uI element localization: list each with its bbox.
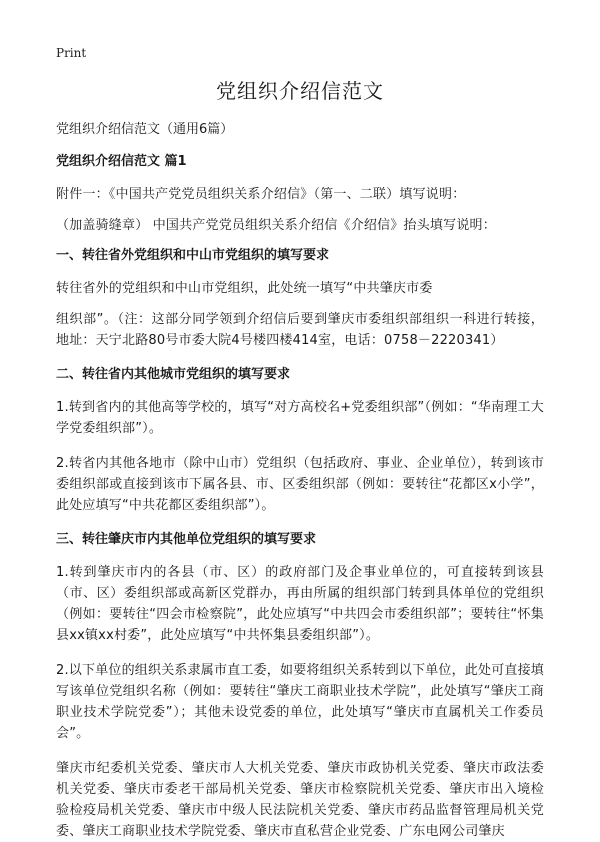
section-2-paragraph-2: 2.转省内其他各地市（除中山市）党组织（包括政府、事业、企业单位），转到该市委组织部或直接到该市下属各县、市、区委组织部（例如：要转往“花都区x小学”，此处应填写“中共花都区委组织部”）。 (56, 456, 544, 513)
section-2-paragraph-1: 1.转到省内的其他高等学校的，填写“对方高校名+党委组织部”（例如：“华南理工大学党委组织部”）。 (56, 400, 544, 436)
document-subtitle: 党组织介绍信范文（通用6篇） (56, 122, 234, 137)
section-2-heading: 二、转往省内其他城市党组织的填写要求 (56, 367, 291, 382)
section-3-paragraph-1: 1.转到肇庆市内的各县（市、区）的政府部门及企事业单位的，可直接转到该县（市、区）委组织部或高新区党群办，再由所属的组织部门转到具体单位的党组织（例如：要转往“四会市检察院”，此处应填写“中共四会市委组织部”；要转往“怀集县xx镇xx村委”，此处应填写“中共怀集县委组织部”）。 (56, 565, 544, 643)
seal-note: （加盖骑缝章） 中国共产党党员组织关系介绍信《介绍信》抬头填写说明： (56, 218, 496, 233)
section-1-heading: 一、转往省外党组织和中山市党组织的填写要求 (56, 248, 330, 263)
section-3-heading: 三、转往肇庆市内其他单位党组织的填写要求 (56, 532, 317, 547)
page-title: 党组织介绍信范文 (216, 79, 384, 103)
chapter-heading: 党组织介绍信范文 篇1 (56, 154, 187, 169)
section-1-paragraph-1: 转往省外的党组织和中山市党组织，此处统一填写“中共肇庆市委 (56, 281, 433, 296)
attachment-intro: 附件一：《中国共产党党员组织关系介绍信》（第一、二联）填写说明： (56, 187, 466, 202)
print-link[interactable]: Print (56, 46, 87, 60)
section-1-paragraph-2: 组织部”。（注：这部分同学领到介绍信后要到肇庆市委组织部组织一科进行转接，地址：天宁北路80号市委大院4号楼四楼414室，电话：0758－2220341） (56, 312, 544, 348)
section-3-paragraph-3: 肇庆市纪委机关党委、肇庆市人大机关党委、肇庆市政协机关党委、肇庆市政法委机关党委、肇庆市委老干部局机关党委、肇庆市检察院机关党委、肇庆市出入境检验检疫局机关党委、肇庆市中级人民法院机关党委、肇庆市药品监督管理局机关党委、肇庆工商职业技术学院党委、肇庆市直私营企业党委、广东电网公司肇庆 (56, 761, 544, 839)
section-3-paragraph-2: 2.以下单位的组织关系隶属市直工委，如要将组织关系转到以下单位，此处可直接填写该单位党组织名称（例如：要转往“肇庆工商职业技术学院”，此处填写“肇庆工商职业技术学院党委”）；其他未设党委的单位，此处填写“肇庆市直属机关工作委员会”。 (56, 663, 545, 741)
